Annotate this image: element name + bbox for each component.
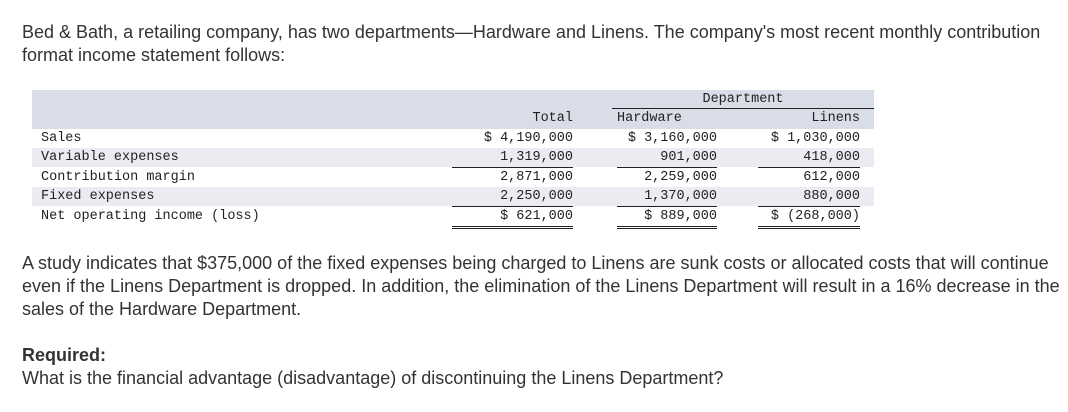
row-label: Sales <box>41 131 82 146</box>
cell-total: 1,319,000 <box>452 148 573 168</box>
cell-total: 2,250,000 <box>452 187 573 207</box>
header-linens: Linens <box>811 111 860 126</box>
cell-hardware: $ 3,160,000 <box>627 131 717 146</box>
income-statement-table <box>32 90 874 228</box>
cell-hardware: 901,000 <box>617 148 717 168</box>
cell-linens: $ (268,000) <box>758 207 860 229</box>
cell-hardware: 2,259,000 <box>644 170 717 185</box>
cell-hardware: $ 889,000 <box>617 207 717 229</box>
cell-linens: $ 1,030,000 <box>770 131 860 146</box>
cell-linens: 880,000 <box>758 187 860 207</box>
cell-total: $ 621,000 <box>452 207 573 229</box>
required-label: Required: <box>22 345 107 365</box>
row-label: Fixed expenses <box>41 189 155 204</box>
table-row-fixed-expenses <box>32 187 874 206</box>
cell-hardware: 1,370,000 <box>617 187 717 207</box>
study-paragraph: A study indicates that $375,000 of the fixed expenses being charged to Linens are sunk costs or allocated costs that will continue even if the Linens Department is dropped. In addition, the elimination of the Linens Department will result in a 16% decrease in the sales of the Hardware Department. <box>22 253 1060 319</box>
question-text: What is the financial advantage (disadvantage) of discontinuing the Linens Department? <box>22 368 724 388</box>
cell-linens: 418,000 <box>758 148 860 168</box>
header-hardware: Hardware <box>617 111 682 126</box>
cell-linens: 612,000 <box>803 170 860 185</box>
row-label: Contribution margin <box>41 170 195 185</box>
table-row-net-operating-income <box>32 207 874 226</box>
header-total: Total <box>532 111 573 126</box>
row-label: Net operating income (loss) <box>41 209 260 224</box>
table-row-variable-expenses <box>32 148 874 167</box>
cell-total: 2,871,000 <box>500 170 573 185</box>
cell-total: $ 4,190,000 <box>483 131 573 146</box>
header-department: Department <box>612 91 874 109</box>
table-row-contribution-margin <box>32 168 874 187</box>
intro-paragraph: Bed & Bath, a retailing company, has two departments—Hardware and Linens. The company's most recent monthly contribution format income statement follows: <box>22 22 1041 65</box>
table-row-sales <box>32 129 874 148</box>
row-label: Variable expenses <box>41 150 179 165</box>
